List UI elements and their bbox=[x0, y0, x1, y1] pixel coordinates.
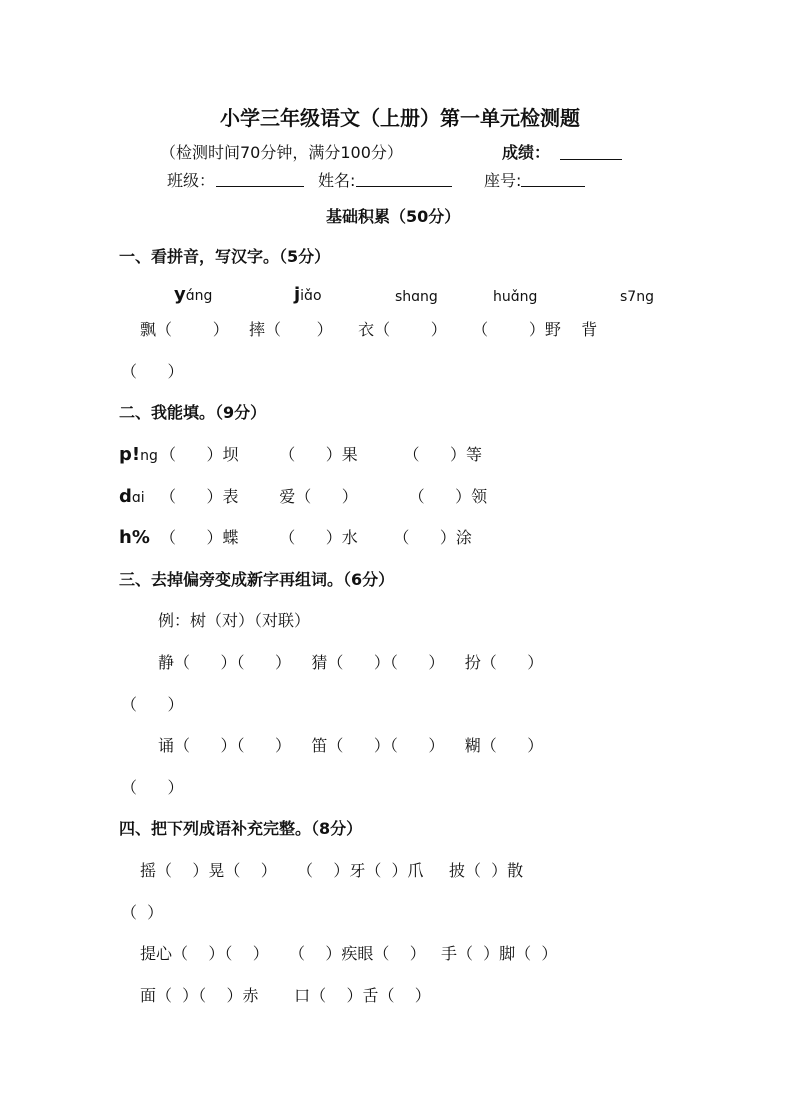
class-blank[interactable] bbox=[216, 172, 304, 187]
name-label: 姓名: bbox=[318, 171, 356, 190]
q1-heading: 一、看拼音，写汉字。（5分） bbox=[119, 247, 331, 266]
q1-pinyin-2 bbox=[294, 285, 322, 306]
q3-row-2b: （ ） bbox=[121, 778, 184, 797]
q1-pinyin-1 bbox=[174, 285, 212, 306]
q2-row-1-text: （ ）坝 （ ）果 （ ）等 bbox=[160, 445, 483, 464]
pinyin-initial: d bbox=[119, 486, 132, 507]
q4-row-2: 提心（ ）（ ） （ ）疾眼（ ） 手（ ）脚（ ） bbox=[140, 944, 558, 963]
q4-row-3: 面（ ）（ ）赤 口（ ）舌（ ） bbox=[140, 986, 431, 1005]
q2-row-2 bbox=[119, 487, 145, 508]
pinyin-rest: ɑ́ng bbox=[185, 288, 213, 304]
q1-pinyin-4: huɑ̌ng bbox=[493, 289, 538, 305]
name-blank[interactable] bbox=[356, 172, 452, 187]
q3-example: 例：树（对）（对联） bbox=[158, 611, 311, 630]
q3-row-2: 诵（ ）（ ） 笛（ ）（ ） 糊（ ） bbox=[158, 736, 544, 755]
pinyin-rest: ng bbox=[140, 448, 158, 464]
q2-row-1 bbox=[119, 445, 158, 466]
score-label: 成绩： bbox=[502, 143, 551, 162]
q2-row-2-text: （ ）表 爱（ ） （ ）领 bbox=[160, 487, 488, 506]
q1-pinyin-3: shɑng bbox=[395, 289, 438, 305]
seat-blank[interactable] bbox=[521, 172, 585, 187]
class-label: 班级： bbox=[167, 171, 216, 190]
seat-label: 座号: bbox=[484, 171, 522, 190]
pinyin-initial: h% bbox=[119, 527, 150, 548]
pinyin-rest: ɑi bbox=[131, 490, 145, 506]
score-blank[interactable] bbox=[560, 145, 622, 160]
time-note: （检测时间70分钟，满分100分） bbox=[160, 143, 403, 162]
pinyin-rest: iɑ̌o bbox=[300, 288, 322, 304]
pinyin-initial: y bbox=[174, 284, 186, 305]
pinyin-initial: j bbox=[294, 284, 301, 305]
q4-row-1b: （ ） bbox=[121, 903, 164, 922]
section-title: 基础积累（50分） bbox=[326, 207, 461, 226]
q4-row-1: 摇（ ）晃（ ） （ ）牙（ ）爪 披（ ）散 bbox=[140, 861, 524, 880]
q3-heading: 三、去掉偏旁变成新字再组词。（6分） bbox=[119, 570, 395, 589]
q2-heading: 二、我能填。（9分） bbox=[119, 403, 267, 422]
q1-row-2: （ ） bbox=[121, 362, 184, 381]
q2-row-3-text: （ ）蝶 （ ）水 （ ）涂 bbox=[160, 528, 472, 547]
q4-heading: 四、把下列成语补充完整。（8分） bbox=[119, 819, 363, 838]
q2-row-3 bbox=[119, 528, 150, 549]
pinyin-initial: p! bbox=[119, 444, 141, 465]
q1-row-1: 飘（ ） 摔（ ） 衣（ ） （ ）野 背 bbox=[140, 320, 598, 339]
q3-row-1: 静（ ）（ ） 猜（ ）（ ） 扮（ ） bbox=[158, 653, 544, 672]
q3-row-1b: （ ） bbox=[121, 695, 184, 714]
q1-pinyin-5: s7ng bbox=[620, 289, 654, 305]
page-title: 小学三年级语文（上册）第一单元检测题 bbox=[220, 106, 580, 130]
